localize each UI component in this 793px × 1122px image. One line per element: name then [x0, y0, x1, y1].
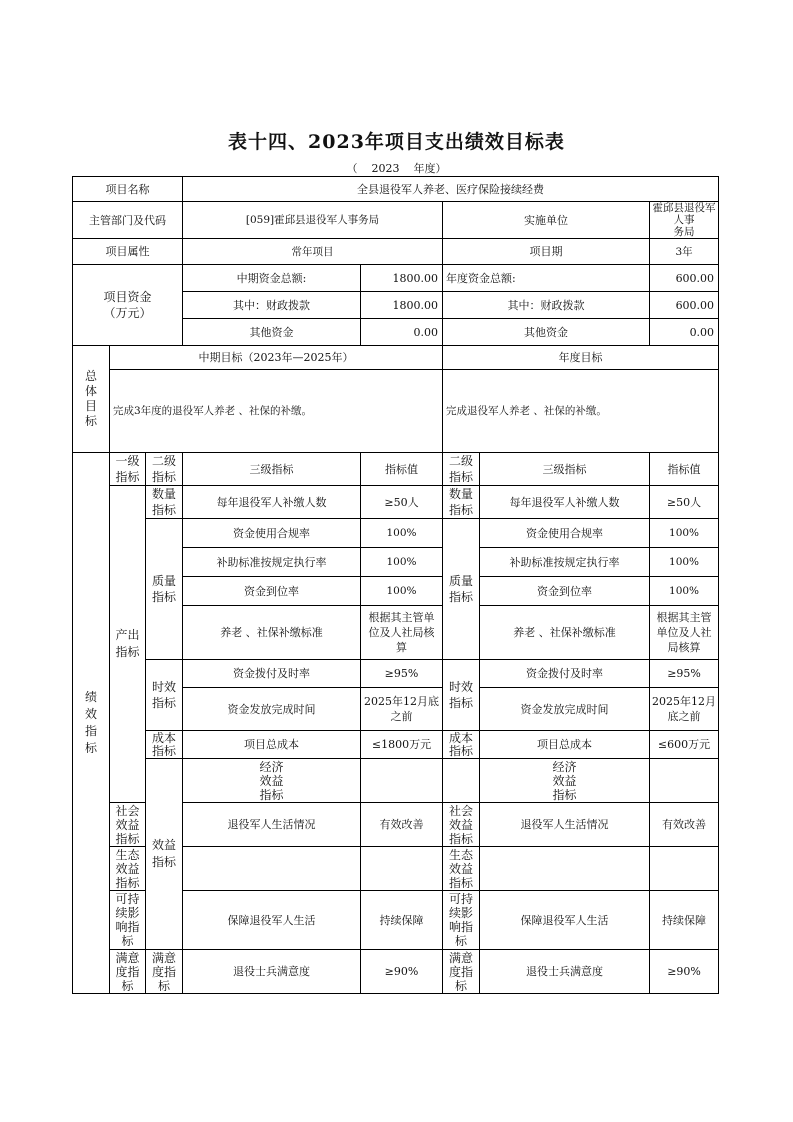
indicator-name: 资金发放完成时间	[183, 688, 361, 731]
indicator-value: 有效改善	[650, 803, 719, 847]
mid-fiscal-value: 1800.00	[361, 292, 443, 319]
indicator-name: 养老 、社保补缴标准	[183, 606, 361, 660]
label-project-name: 项目名称	[73, 177, 183, 202]
indicator-value: 100%	[361, 519, 443, 548]
header-lvl1: 一级 指标	[110, 453, 146, 486]
indicator-value: ≥95%	[650, 660, 719, 688]
indicator-value: 根据其主管单 位及人社局核 算	[361, 606, 443, 660]
indicator-value	[443, 759, 480, 803]
year-value: 2023	[371, 162, 400, 175]
lvl1-effect: 效益 指标	[146, 759, 183, 950]
header-lvl2-annual: 二级 指标	[443, 453, 480, 486]
year-suffix: 年度）	[413, 162, 447, 175]
indicator-name: 补助标准按规定执行率	[183, 548, 361, 577]
indicator-name: 资金发放完成时间	[480, 688, 650, 731]
label-mid-total: 中期资金总额:	[183, 265, 361, 292]
mid-other-value: 0.00	[361, 319, 443, 346]
indicator-name: 保障退役军人生活	[480, 891, 650, 950]
mid-goal-header: 中期目标（2023年—2025年）	[110, 346, 443, 370]
indicator-value: 100%	[650, 577, 719, 606]
label-mid-other: 其他资金	[183, 319, 361, 346]
annual-total-value: 600.00	[650, 265, 719, 292]
mid-total-value: 1800.00	[361, 265, 443, 292]
department-value: [059]霍邱县退役军人事务局	[183, 202, 443, 239]
indicator-name	[183, 847, 361, 891]
lvl2-sustainable-annual: 可持 续影 响指 标	[443, 891, 480, 950]
indicator-value	[361, 847, 443, 891]
lvl2-cost-annual: 成本 指标	[443, 731, 480, 759]
header-value-mid: 指标值	[361, 453, 443, 486]
lvl2-ecological-mid: 生态 效益 指标	[110, 847, 146, 891]
table-row	[73, 660, 719, 688]
header-lvl3-mid: 三级指标	[183, 453, 361, 486]
indicator-name	[361, 759, 443, 803]
lvl2-sustainable-mid: 可持 续影 响指 标	[110, 891, 146, 950]
page-title: 表十四、2023年项目支出绩效目标表	[228, 131, 565, 153]
lvl2-ecological-annual: 生态 效益 指标	[443, 847, 480, 891]
lvl2-cost-mid: 成本 指标	[146, 731, 183, 759]
project-name: 全县退役军人养老、医疗保险接续经费	[183, 177, 719, 202]
indicator-name: 保障退役军人生活	[183, 891, 361, 950]
indicator-value: 2025年12月底 之前	[361, 688, 443, 731]
indicator-name: 资金拨付及时率	[183, 660, 361, 688]
label-performance: 绩 效 指 标	[73, 453, 110, 994]
indicator-value	[650, 847, 719, 891]
label-period: 项目期	[443, 239, 650, 265]
row-project-name	[73, 177, 719, 202]
lvl2-timeliness-mid: 时效 指标	[146, 660, 183, 731]
indicator-value: 持续保障	[650, 891, 719, 950]
lvl2-social-annual: 社会 效益 指标	[443, 803, 480, 847]
indicator-value: 100%	[361, 577, 443, 606]
period-value: 3年	[650, 239, 719, 265]
lvl1-satisfaction: 满意 度指 标	[110, 950, 146, 994]
lvl2-satisfaction-mid: 满意 度指 标	[146, 950, 183, 994]
indicator-name: 退役军人生活情况	[480, 803, 650, 847]
indicator-name: 养老 、社保补缴标准	[480, 606, 650, 660]
header-lvl2: 二级 指标	[146, 453, 183, 486]
year-open: （	[346, 162, 358, 175]
indicator-name: 退役士兵满意度	[480, 950, 650, 994]
lvl1-output: 产出 指标	[110, 486, 146, 803]
label-annual-other: 其他资金	[443, 319, 650, 346]
table-row	[73, 731, 719, 759]
label-overall-goal: 总 体 目 标	[73, 346, 110, 453]
row-indicator-header	[73, 453, 719, 486]
indicator-name: 项目总成本	[183, 731, 361, 759]
annual-goal-text: 完成退役军人养老 、社保的补缴。	[443, 370, 719, 453]
indicator-value: 100%	[361, 548, 443, 577]
table-row	[73, 486, 719, 519]
label-department: 主管部门及代码	[73, 202, 183, 239]
table-row	[73, 519, 719, 548]
label-annual-fiscal: 其中：财政拨款	[443, 292, 650, 319]
row-goal-headers	[73, 346, 719, 370]
implementer-value: 霍邱县退役军人事 务局	[650, 202, 719, 239]
year-line	[0, 160, 793, 176]
indicator-value: ≥50人	[361, 486, 443, 519]
indicator-name: 退役士兵满意度	[183, 950, 361, 994]
indicator-value: 100%	[650, 548, 719, 577]
indicator-name: 资金拨付及时率	[480, 660, 650, 688]
indicator-name: 每年退役军人补缴人数	[480, 486, 650, 519]
row-goal-content	[73, 370, 719, 453]
indicator-value: 根据其主管 单位及人社 局核算	[650, 606, 719, 660]
indicator-value: ≥50人	[650, 486, 719, 519]
indicator-name: 资金到位率	[480, 577, 650, 606]
indicator-value: ≥90%	[650, 950, 719, 994]
row-funds-total	[73, 265, 719, 292]
attribute-value: 常年项目	[183, 239, 443, 265]
indicator-name: 项目总成本	[480, 731, 650, 759]
lvl2-quantity-annual: 数量 指标	[443, 486, 480, 519]
lvl2-quality-annual: 质量 指标	[443, 519, 480, 660]
row-attribute	[73, 239, 719, 265]
indicator-name: 资金使用合规率	[480, 519, 650, 548]
indicator-value: ≤1800万元	[361, 731, 443, 759]
indicator-name	[480, 847, 650, 891]
annual-goal-header: 年度目标	[443, 346, 719, 370]
label-attribute: 项目属性	[73, 239, 183, 265]
annual-fiscal-value: 600.00	[650, 292, 719, 319]
table-row	[73, 950, 719, 994]
lvl2-quality-mid: 质量 指标	[146, 519, 183, 660]
indicator-value: 有效改善	[361, 803, 443, 847]
label-funds: 项目资金 （万元）	[73, 265, 183, 346]
lvl2-satisfaction-annual: 满意 度指 标	[443, 950, 480, 994]
performance-table	[72, 176, 719, 994]
indicator-name: 资金到位率	[183, 577, 361, 606]
row-department	[73, 202, 719, 239]
label-annual-total: 年度资金总额:	[443, 265, 650, 292]
indicator-value: ≤600万元	[650, 731, 719, 759]
indicator-value: 持续保障	[361, 891, 443, 950]
lvl2-quantity-mid: 数量 指标	[146, 486, 183, 519]
header-lvl3-annual: 三级指标	[480, 453, 650, 486]
mid-goal-text: 完成3年度的退役军人养老 、社保的补缴。	[110, 370, 443, 453]
indicator-name: 补助标准按规定执行率	[480, 548, 650, 577]
indicator-name: 每年退役军人补缴人数	[183, 486, 361, 519]
lvl2-social-mid: 社会 效益 指标	[110, 803, 146, 847]
indicator-name: 退役军人生活情况	[183, 803, 361, 847]
annual-other-value: 0.00	[650, 319, 719, 346]
lvl2-economic-mid: 经济 效益 指标	[183, 759, 361, 803]
indicator-value: ≥95%	[361, 660, 443, 688]
indicator-name: 资金使用合规率	[183, 519, 361, 548]
indicator-value: 100%	[650, 519, 719, 548]
indicator-name	[650, 759, 719, 803]
lvl2-timeliness-annual: 时效 指标	[443, 660, 480, 731]
header-value-annual: 指标值	[650, 453, 719, 486]
lvl2-economic-annual: 经济 效益 指标	[480, 759, 650, 803]
table-row	[73, 759, 719, 803]
label-implementer: 实施单位	[443, 202, 650, 239]
indicator-value: ≥90%	[361, 950, 443, 994]
indicator-value: 2025年12月 底之前	[650, 688, 719, 731]
label-mid-fiscal: 其中：财政拨款	[183, 292, 361, 319]
